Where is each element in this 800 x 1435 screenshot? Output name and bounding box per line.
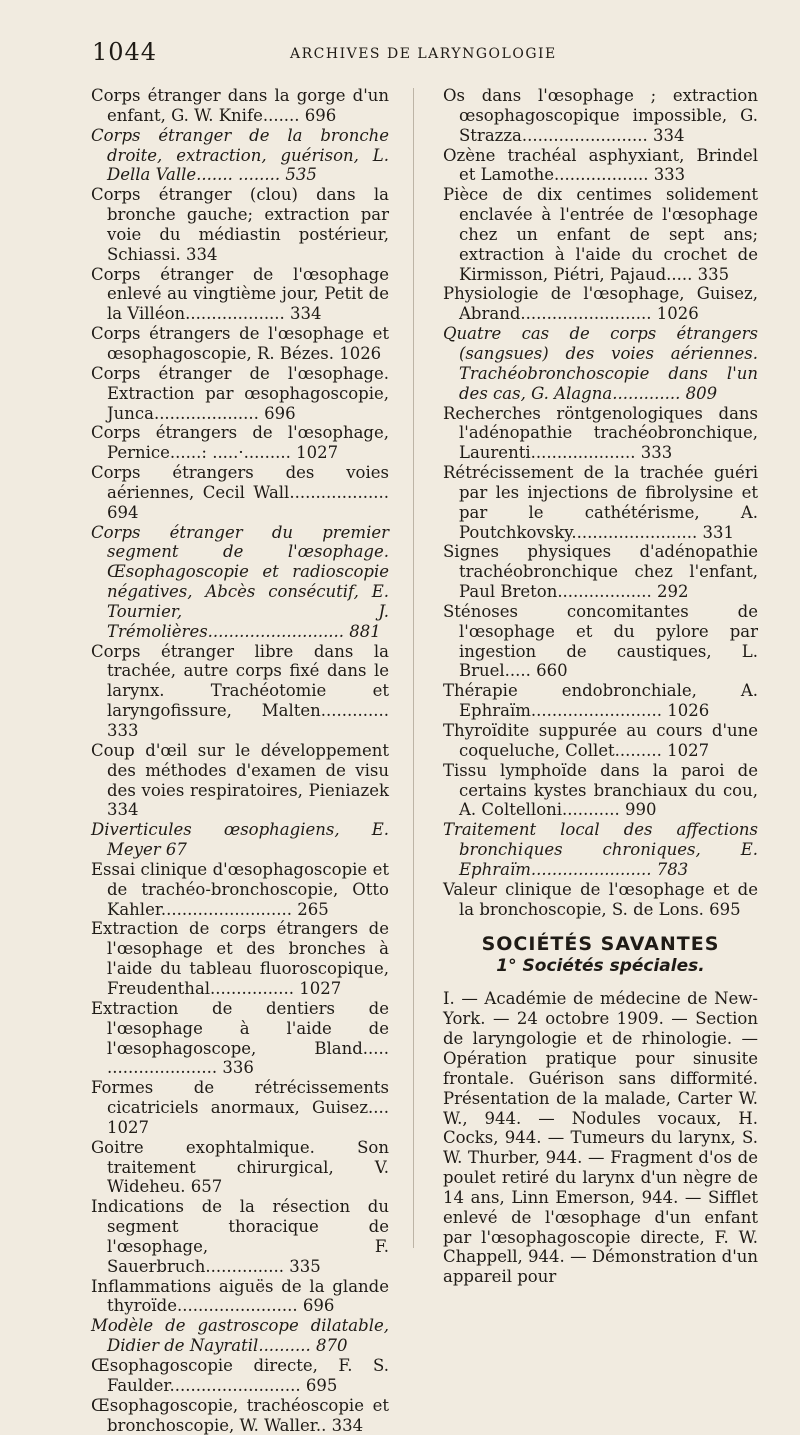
index-entry: Modèle de gastroscope dilatable, Didier de Nayratil.......... 870	[91, 1316, 389, 1356]
society-paragraph: I. — Académie de médecine de New-York. — 24 octobre 1909. — Section de laryngologie et de rhinologie. — Opération pratique pour sinusite frontale. Guérison sans difformité. Présentation de la malade, Carter W. W., 944. — Nodules vocaux, H. Cocks, 944. — Tumeurs du larynx, S. W. Thurber, 944. — Fragment d'os de poulet retiré du larynx d'un nègre de 14 ans, Linn Emerson, 944. — Sifflet enlevé de l'œsophage d'un enfant par l'œsophagoscopie directe, F. W. Chappell, 944. — Démonstration d'un appareil pour	[443, 989, 758, 1287]
index-entry: Pièce de dix centimes solidement enclavée à l'entrée de l'œsophage chez un enfant de sept ans; extraction à l'aide du crochet de Kirmisson, Piétri, Pajaud..... 335	[443, 185, 758, 284]
index-entry: Corps étrangers des voies aériennes, Cecil Wall................... 694	[91, 463, 389, 522]
index-entry: Physiologie de l'œsophage, Guisez, Abrand......................... 1026	[443, 284, 758, 324]
index-entry: Thyroïdite suppurée au cours d'une coqueluche, Collet......... 1027	[443, 721, 758, 760]
index-entry: Formes de rétrécissements cicatriciels anormaux, Guisez.... 1027	[91, 1078, 389, 1137]
index-entry: Corps étranger de la bronche droite, extraction, guérison, L. Della Valle....... ........ 535	[91, 125, 389, 185]
index-entry: Corps étranger du premier segment de l'œsophage. Œsophagoscopie et radioscopie négatives, Abcès consécutif, E. Tournier, J. Trémolières.......................... 881	[91, 522, 389, 641]
index-entry: Thérapie endobronchiale, A. Ephraïm......................... 1026	[443, 681, 758, 721]
index-entry: Corps étrangers de l'œsophage et œsophagoscopie, R. Bézes. 1026	[91, 324, 389, 363]
index-entry: Recherches röntgenologiques dans l'adénopathie trachéobronchique, Laurenti.................... 333	[443, 403, 758, 463]
index-entry: Quatre cas de corps étrangers (sangsues) des voies aériennes. Trachéobronchoscopie dans l'un des cas, G. Alagna............. 809	[443, 324, 758, 403]
journal-title: ARCHIVES DE LARYNGOLOGIE	[290, 46, 557, 62]
index-entry: Valeur clinique de l'œsophage et de la bronchoscopie, S. de Lons. 695	[443, 879, 758, 919]
index-entry: Signes physiques d'adénopathie trachéobronchique chez l'enfant, Paul Breton.................. 292	[443, 542, 758, 602]
index-entry: Ozène trachéal asphyxiant, Brindel et Lamothe.................. 333	[443, 145, 758, 185]
index-entry: Coup d'œil sur le développement des méthodes d'examen de visu des voies respiratoires, Pieniazek 334	[91, 740, 389, 820]
index-entry: Extraction de corps étrangers de l'œsophage et des bronches à l'aide du tableau fluoroscopique, Freudenthal................ 1027	[91, 919, 389, 998]
index-entry: Essai clinique d'œsophagoscopie et de trachéo-bronchoscopie, Otto Kahler......................... 265	[91, 859, 389, 919]
index-entry: Corps étranger de l'œsophage enlevé au vingtième jour, Petit de la Villéon................... 334	[91, 264, 389, 324]
index-entry: Extraction de dentiers de l'œsophage à l'aide de l'œsophagoscope, Bland..... ..................... 336	[91, 998, 389, 1078]
index-entry: Corps étranger dans la gorge d'un enfant, G. W. Knife....... 696	[91, 86, 389, 125]
page-number: 1044	[92, 38, 158, 66]
index-entry: Inflammations aiguës de la glande thyroïde....................... 696	[91, 1276, 389, 1316]
index-entry: Goitre exophtalmique. Son traitement chirurgical, V. Wideheu. 657	[91, 1137, 389, 1197]
index-entry: Œsophagoscopie, trachéoscopie et bronchoscopie, W. Waller.. 334	[91, 1395, 389, 1435]
section-title: SOCIÉTÉS SAVANTES	[481, 933, 720, 956]
right-column	[443, 86, 758, 1287]
column-divider	[413, 88, 414, 1248]
index-entry: Rétrécissement de la trachée guéri par les injections de fibrolysine et par le cathétérisme, A. Poutchkovsky........................ 331	[443, 463, 758, 542]
index-entry: Traitement local des affections bronchiques chroniques, E. Ephraïm....................... 783	[443, 820, 758, 879]
index-entry: Œsophagoscopie directe, F. S. Faulder......................... 695	[91, 1356, 389, 1395]
index-entry: Diverticules œsophagiens, E. Meyer 67	[91, 820, 389, 860]
index-entry: Sténoses concomitantes de l'œsophage et du pylore par ingestion de caustiques, L. Bruel..... 660	[443, 601, 758, 681]
index-entry: Corps étranger libre dans la trachée, autre corps fixé dans le larynx. Trachéotomie et laryngofissure, Malten............. 333	[91, 641, 389, 740]
section-subtitle: 1° Sociétés spéciales.	[496, 956, 705, 977]
left-column	[91, 86, 389, 1435]
index-entry: Corps étranger de l'œsophage. Extraction par œsophagoscopie, Junca.................... 696	[91, 363, 389, 423]
index-entry: Corps étranger (clou) dans la bronche gauche; extraction par voie du médiastin postérieur, Schiassi. 334	[91, 185, 389, 264]
index-entry: Tissu lymphoïde dans la paroi de certains kystes branchiaux du cou, A. Coltelloni........... 990	[443, 760, 758, 820]
index-entry: Corps étrangers de l'œsophage, Pernice......: .....·......... 1027	[91, 423, 389, 463]
right-entry-list	[443, 86, 758, 919]
index-entry: Os dans l'œsophage ; extraction œsophagoscopique impossible, G. Strazza........................ 334	[443, 86, 758, 145]
page-header	[0, 38, 800, 68]
index-entry: Indications de la résection du segment thoracique de l'œsophage, F. Sauerbruch............... 335	[91, 1197, 389, 1276]
